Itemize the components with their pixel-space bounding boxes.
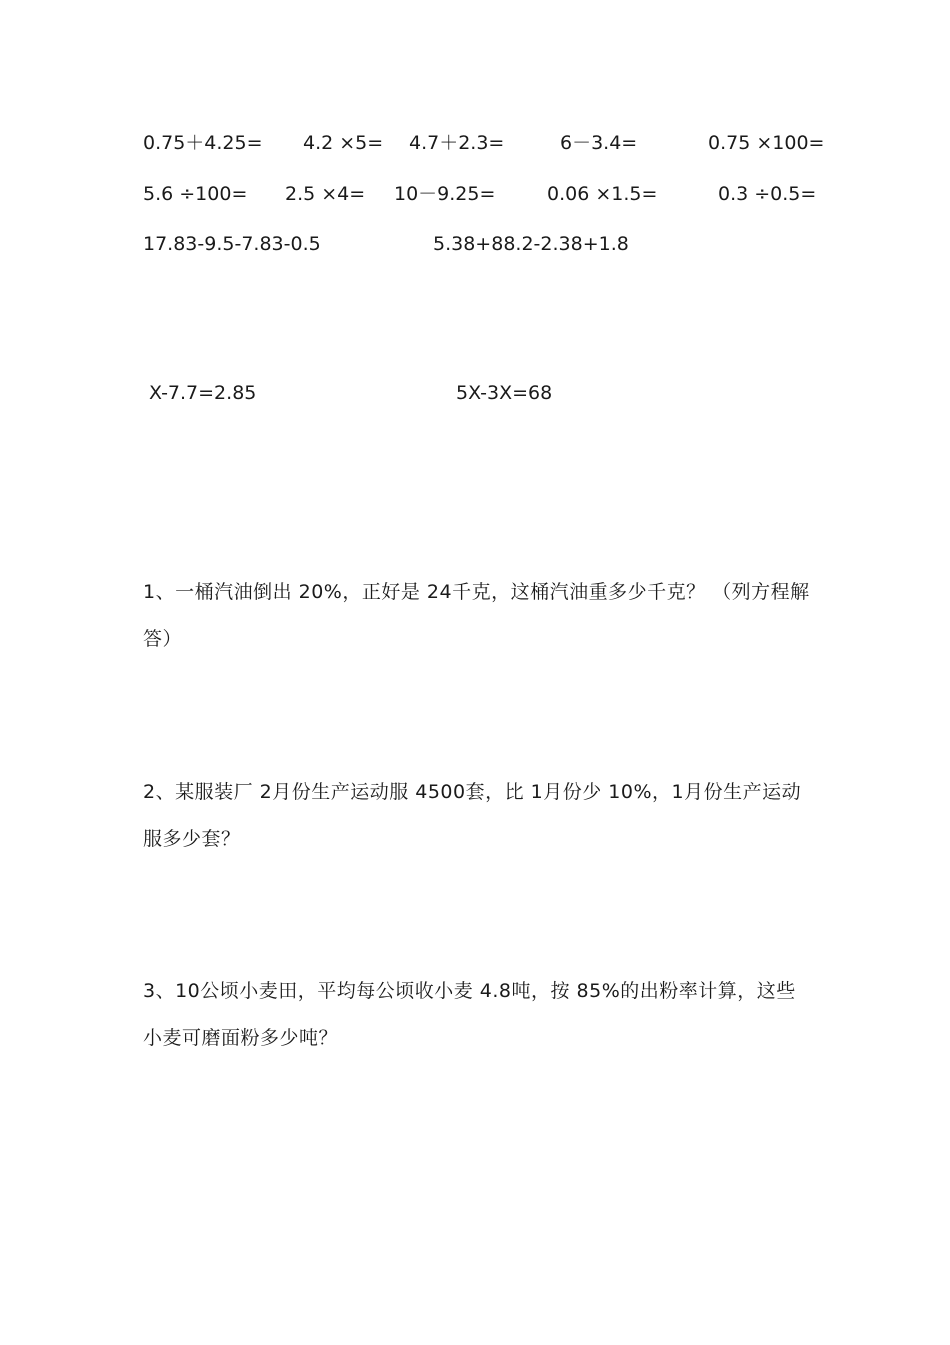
simplify-expression: 17.83-9.5-7.83-0.5 bbox=[143, 233, 321, 255]
calc-item: 6－3.4= bbox=[560, 132, 638, 154]
calc-item: 4.7＋2.3= bbox=[409, 132, 505, 154]
word-problem-3: 3、10公顷小麦田，平均每公顷收小麦 4.8吨，按 85%的出粉率计算，这些小麦可磨面粉多少吨？ bbox=[143, 980, 796, 1049]
word-problem-2: 2、某服装厂 2月份生产运动服 4500套，比 1月份少 10%，1月份生产运动服多少套？ bbox=[143, 781, 802, 850]
calc-item: 5.6 ÷100= bbox=[143, 183, 248, 205]
word-problem-1: 1、一桶汽油倒出 20%，正好是 24千克，这桶汽油重多少千克？ （列方程解答） bbox=[143, 581, 810, 650]
calc-item: 0.75＋4.25= bbox=[143, 132, 263, 154]
equation: X-7.7=2.85 bbox=[149, 382, 257, 404]
calc-item: 4.2 ×5= bbox=[303, 132, 384, 154]
calc-item: 10－9.25= bbox=[394, 183, 496, 205]
equation: 5X-3X=68 bbox=[456, 382, 553, 404]
calc-item: 0.3 ÷0.5= bbox=[718, 183, 817, 205]
calc-item: 2.5 ×4= bbox=[285, 183, 366, 205]
simplify-expression: 5.38+88.2-2.38+1.8 bbox=[433, 233, 629, 255]
calc-item: 0.06 ×1.5= bbox=[547, 183, 658, 205]
calc-item: 0.75 ×100= bbox=[708, 132, 825, 154]
